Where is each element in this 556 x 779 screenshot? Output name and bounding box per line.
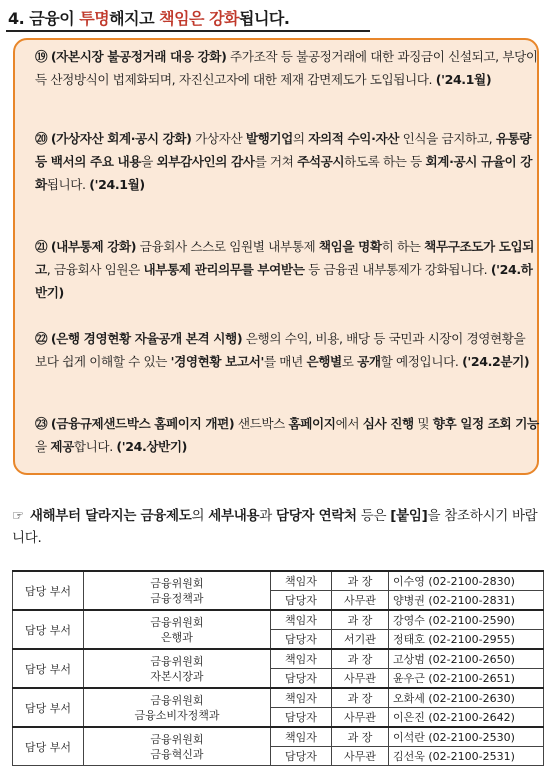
item-emphasis: 주석공시: [297, 154, 345, 169]
item-number: ㉓: [35, 416, 48, 431]
contact-row: [13, 688, 544, 708]
contact-position: 사무관: [332, 669, 389, 689]
contact-row: [13, 571, 544, 591]
contact-position: 사무관: [332, 747, 389, 766]
contact-row: [13, 649, 544, 669]
contact-position: 서기관: [332, 630, 389, 650]
item-emphasis: 자의적 수익·자산: [308, 131, 399, 146]
item-emphasis: 공개: [357, 354, 381, 369]
dept-name: [84, 610, 271, 649]
item-emphasis: 외부감사인의 감사: [156, 154, 255, 169]
item-text: 을: [141, 154, 157, 169]
item-heading: (자본시장 불공정거래 대응 강화): [50, 49, 227, 64]
division-name: 금융소비자정책과: [134, 708, 220, 722]
note-emphasis: 담당자 연락처: [275, 508, 357, 524]
contact-position: 과 장: [332, 688, 389, 708]
contact-position: 과 장: [332, 649, 389, 669]
title-highlight: 강화: [209, 9, 239, 28]
division-name: 금융혁신과: [150, 747, 204, 761]
item-emphasis: '경영현황 보고서': [170, 354, 264, 369]
dept-name: [84, 688, 271, 727]
contact-position: 과 장: [332, 727, 389, 747]
dept-label: 담당 부서: [13, 688, 84, 727]
item-text: 에서: [335, 416, 363, 431]
note-text: 등은: [356, 508, 391, 524]
item-text: 을: [35, 439, 51, 454]
dept-name: [84, 571, 271, 610]
contacts-table: [12, 570, 544, 766]
dept-label: 담당 부서: [13, 727, 84, 766]
note-text: 을 참조하시기 바랍니다.: [12, 508, 538, 546]
contact-position: 과 장: [332, 610, 389, 630]
item-text: 금융회사 스스로 임원별 내부통제: [136, 239, 319, 254]
item-number: ⑳: [35, 131, 48, 146]
item-emphasis: 홈페이지: [288, 416, 336, 431]
item-emphasis: 은행별: [306, 354, 342, 369]
contact-role: 책임자: [271, 688, 332, 708]
org-name: 금융위원회: [150, 576, 204, 590]
item-heading: (은행 경영현황 자율공개 본격 시행): [50, 331, 243, 346]
division-name: 금융정책과: [150, 591, 204, 605]
dept-name: [84, 727, 271, 766]
item-heading: (내부통제 강화): [50, 239, 137, 254]
item-text: 가상자산: [191, 131, 246, 146]
division-name: 자본시장과: [150, 669, 204, 683]
contact-role: 담당자: [271, 591, 332, 611]
item-text: , 금융회사 임원은: [46, 262, 144, 277]
section-title: [8, 6, 289, 29]
org-name: 금융위원회: [150, 693, 204, 707]
contact-person: 정태호 (02-2100-2955): [389, 630, 544, 650]
contact-position: 과 장: [332, 571, 389, 591]
item-text: 히 하는: [381, 239, 425, 254]
title-part: 해지고: [109, 9, 160, 28]
dept-name: [84, 649, 271, 688]
item-emphasis: 책무구조도가 도입되고: [35, 239, 535, 277]
item-text: 합니다.: [73, 439, 117, 454]
item-emphasis: 심사 진행: [362, 416, 414, 431]
policy-item-19: [35, 45, 540, 91]
division-name: 은행과: [161, 630, 193, 644]
item-text: 인식을 금지하고,: [399, 131, 496, 146]
contact-role: 책임자: [271, 571, 332, 591]
contact-person: 양병권 (02-2100-2831): [389, 591, 544, 611]
policy-item-23: [35, 412, 540, 458]
item-emphasis: 향후 일정 조회 기능: [432, 416, 539, 431]
item-emphasis: 유통량 등 백서의 주요 내용: [35, 131, 532, 169]
dept-label: 담당 부서: [13, 571, 84, 610]
item-date: ('24.상반기): [116, 439, 187, 454]
item-emphasis: 책임을 명확: [318, 239, 382, 254]
note-emphasis: 새해부터 달라지는 금융제도: [29, 508, 192, 524]
dept-label: 담당 부서: [13, 649, 84, 688]
title-underline: [6, 30, 370, 32]
note-text: 과: [259, 508, 276, 524]
item-text: 샌드박스: [234, 416, 289, 431]
item-number: ㉒: [35, 331, 48, 346]
item-date: ('24.1월): [435, 72, 492, 87]
contact-person: 이은진 (02-2100-2642): [389, 708, 544, 728]
policy-items-box: [13, 38, 539, 475]
item-text: 를 거쳐: [254, 154, 298, 169]
contact-role: 담당자: [271, 708, 332, 728]
contact-person: 김선욱 (02-2100-2531): [389, 747, 544, 766]
item-date: ('24.2분기): [462, 354, 530, 369]
contact-person: 고상범 (02-2100-2650): [389, 649, 544, 669]
item-text: 의: [292, 131, 309, 146]
item-text: 등 금융권 내부통제가 강화됩니다.: [304, 262, 491, 277]
reference-note: [12, 505, 544, 549]
pointer-icon: ☞: [12, 508, 24, 524]
item-text: 주가조작 등 불공정거래에 대한 과징금이 신설되고, 부당이득 산정방식이 법제화되며, 자진신고자에 대한 제재 감면제도가 도입됩니다.: [35, 49, 538, 87]
contact-role: 책임자: [271, 727, 332, 747]
item-text: 로: [341, 354, 358, 369]
contact-person: 이석란 (02-2100-2530): [389, 727, 544, 747]
item-emphasis: 회계·공시 규율이 강화: [35, 154, 533, 192]
item-emphasis: 제공: [50, 439, 74, 454]
contact-position: 사무관: [332, 708, 389, 728]
item-number: ⑲: [35, 49, 48, 64]
item-heading: (금융규제샌드박스 홈페이지 개편): [50, 416, 235, 431]
item-date: ('24.하반기): [35, 262, 533, 300]
title-part: 됩니다.: [238, 9, 290, 28]
contact-person: 강영수 (02-2100-2590): [389, 610, 544, 630]
contact-role: 담당자: [271, 669, 332, 689]
policy-item-20: [35, 127, 540, 196]
item-number: ㉑: [35, 239, 48, 254]
contact-person: 이수영 (02-2100-2830): [389, 571, 544, 591]
item-text: 및: [413, 416, 433, 431]
contact-role: 책임자: [271, 649, 332, 669]
item-text: 를 매년: [263, 354, 307, 369]
title-highlight: 투명: [79, 9, 110, 28]
policy-item-21: [35, 235, 540, 304]
note-text: 의: [191, 508, 209, 524]
contact-row: [13, 727, 544, 747]
org-name: 금융위원회: [150, 615, 204, 629]
item-emphasis: 내부통제 관리의무를 부여받는: [143, 262, 305, 277]
note-emphasis: [붙임]: [390, 508, 428, 524]
contact-row: [13, 610, 544, 630]
item-heading: (가상자산 회계·공시 강화): [50, 131, 192, 146]
note-emphasis: 세부내용: [208, 508, 260, 524]
item-text: 됩니다.: [46, 177, 90, 192]
item-emphasis: 발행기업: [245, 131, 293, 146]
item-text: 할 예정입니다.: [380, 354, 463, 369]
item-text: 하도록 하는 등: [344, 154, 426, 169]
dept-label: 담당 부서: [13, 610, 84, 649]
contact-person: 윤우근 (02-2100-2651): [389, 669, 544, 689]
item-text: 은행의 수익, 비용, 배당 등 국민과 시장이 경영현황을 보다 쉽게 이해할 수 있는: [35, 331, 526, 369]
contact-position: 사무관: [332, 591, 389, 611]
contact-role: 책임자: [271, 610, 332, 630]
contact-role: 담당자: [271, 630, 332, 650]
title-highlight: 책임은: [159, 9, 210, 28]
title-part: 4. 금융이: [8, 9, 80, 28]
policy-item-22: [35, 327, 540, 373]
contact-person: 오화세 (02-2100-2630): [389, 688, 544, 708]
item-date: ('24.1월): [89, 177, 145, 192]
org-name: 금융위원회: [150, 654, 204, 668]
contact-role: 담당자: [271, 747, 332, 766]
org-name: 금융위원회: [150, 732, 204, 746]
